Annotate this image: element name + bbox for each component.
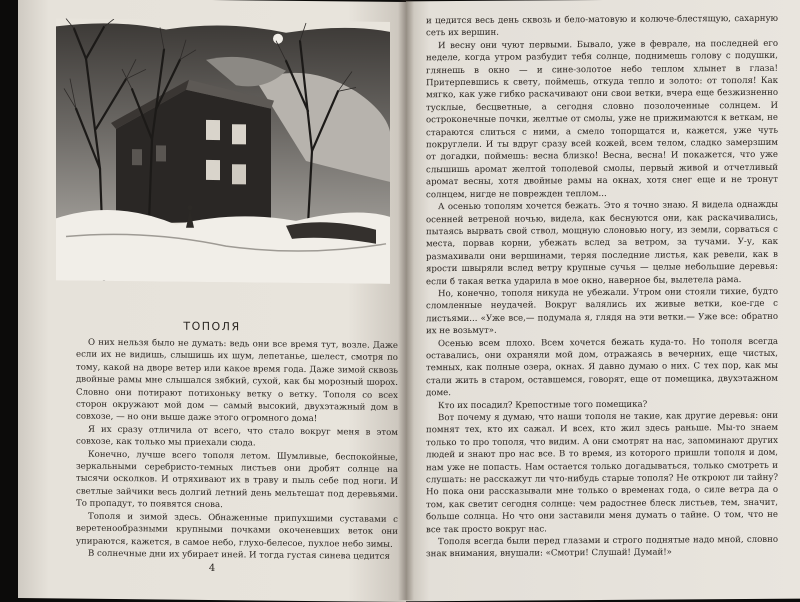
left-page <box>18 0 406 602</box>
paragraph: Кто их посадил? Крепостные того помещика? <box>438 399 648 411</box>
paragraph: А осенью тополям хочется бежать. Это я точно знаю. Я видела однажды осенней ветреной ночью, видела, как беснуются они, как раскачивались, пытаясь вырвать свой ствол, мощную слоновью ногу, из земли, сорваться с места, порвав корни, убежать вслед за ветром, за тучами. У-у, как размахивали они вершинами, теряя последние листья, как ревели, как в ярости швыряли вслед ветру крупные сучья — целые небольшие деревья: если б такая ветка ударила в мое окно, наверное бы, вылетела рама. <box>426 199 778 287</box>
chapter-title: ТОПОЛЯ <box>183 319 241 334</box>
paragraph: Я их сразу отличила от всего, что стало вокруг меня в этом совхозе, как только мы приехали сюда. <box>76 424 398 449</box>
left-page-text <box>76 337 398 564</box>
paragraph: и цедится весь день сквозь и бело-матовую и колюче-блестящую, сахарную сеть их вершин. <box>426 13 778 39</box>
paragraph: Конечно, лучше всего тополя летом. Шумливые, беспокойные, зеркальными серебристо-темных листьев они дробят солнце на тысячи осколков. И отряхивают их в траву и пыль себе под ноги. И светлые зайчики весь долгий летний день мельтешат под деревьями. То пропадут, то появятся снова. <box>76 449 398 511</box>
paragraph: Тополя всегда были перед глазами и строго поднятые надо мной, словно знак внимания, внушали: «Смотри! Слушай! Думай!» <box>426 534 778 560</box>
illustration-winter-house <box>56 18 390 283</box>
paragraph: Тополя и зимой здесь. Обнаженные припухшими суставами с веретенообразными крупными почками окоченевших веток они упираются, кажется, в самое небо, глухо-белесое, пухлое небо зимы. <box>76 511 398 550</box>
paragraph: Но, конечно, тополя никуда не убежали. Утром они стояли тихие, будто сломленные неудачей. Вокруг валялись их живые ветки, кое-где с листьями... «Уже все,— подумала я, глядя на эти ветки.— Уже все: обратно их не возьмут». <box>426 286 778 337</box>
paragraph: В солнечные дни их убирает иней. И тогда густая синева цедится <box>88 548 390 562</box>
paragraph: Вот почему я думаю, что наши тополя не такие, как другие деревья: они помнят тех, кто их сажал. И всех, кто жил здесь раньше. Мы-то знаем только то про тополя, что видим. А они смотрят на нас, запоминают других людей и знают про нас все. В то время, из которого пришли тополя и дом, нам уже не попасть. Нам остается только догадываться, только смотреть и слушать: не расскажут ли что-нибудь старые тополя? Не откроют ли тайну? Но пока они рассказывали мне только о временах года, о силе ветра да о том, как светит сегодня солнце: чем радостнее блеск листьев, тем, значит, больше солнца. Но что они заставили меня думать о тайне. О том, что не все так просто вокруг нас. <box>426 410 778 535</box>
paragraph: Осенью всем плохо. Всем хочется бежать куда-то. Но тополя всегда оставались, они охраняли мой дом, отражаясь в вечерних, еще чистых, темных, как полные озера, окнах. Я давно думаю о них. С тех пор, как мы стали жить в старом, оставшемся, говорят, еще от помещика, двухэтажном доме. <box>426 336 778 399</box>
paragraph: И весну они чуют первыми. Бывало, уже в феврале, на последней его неделе, когда утром разбудит тебя солнце, поднимешь голову с подушки, глянешь в окно — и сине-золотое небо теплом хлынет в глаза! Притерпевшись к свету, поймешь, откуда тепло и золото: от тополя! Как мягко, как уже гибко раскачивают они свои ветки, вчера еще безжизненно тусклые, бесцветные, а сегодня словно позолоченные солнцем. И остроконечные почки, желтые от смолы, уже не прижимаются к веткам, не стараются слиться с ними, а смело топорщатся и, кажется, уже чуть покруглели. И ты вдруг сразу всей кожей, всем телом, сладко замерзшим от догадки, поймешь: весна близко! Весна, весна! И покажется, что уже слышишь аромат желтой тополевой смолы, первый живой и отчетливый аромат весны, хотя двойные рамы на окнах, хотя снег еще и не тронут солнцем, нигде не поврежден теплом... <box>426 38 778 200</box>
page-number: 4 <box>208 562 216 575</box>
paragraph: О них нельзя было не думать: ведь они все время тут, возле. Даже если их не видишь, слышишь их шум, лепетанье, шелест, смотря по тому, какой на дворе ветер или какое время года. Даже зимой сквозь двойные рамы мне слышался зябкий, сухой, как бы морозный шорох. Словно они потирают потихоньку ветку о ветку. Тополя со всех сторон окружают мой дом — самый высокий, двухэтажный дом в совхозе, — но они выше даже этого огромного дома! <box>76 337 398 425</box>
book-gutter-shadow <box>398 0 414 600</box>
right-page-text <box>426 13 778 561</box>
right-page <box>406 0 800 601</box>
